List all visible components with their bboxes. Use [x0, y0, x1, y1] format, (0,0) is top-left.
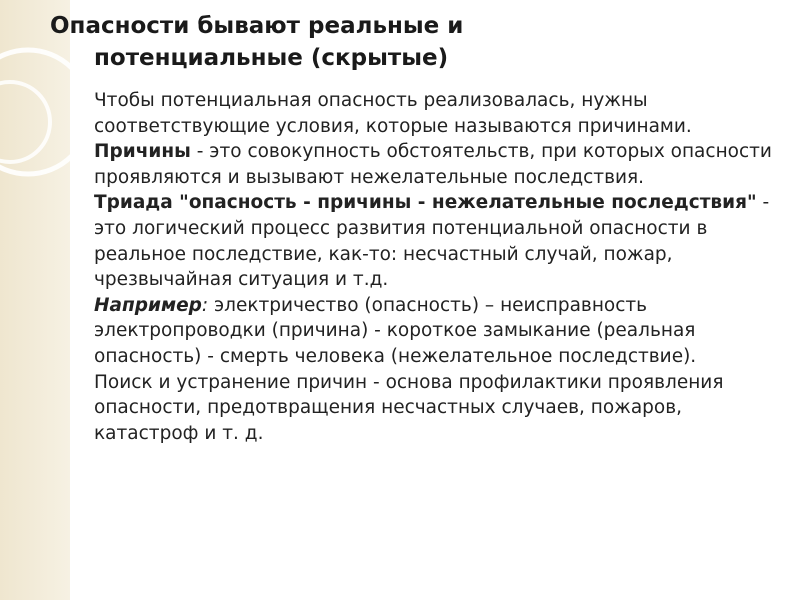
triad-definition: - это логический процесс развития потенциальной опасности в реальное последствие, как-то: несчастный случай, пожар, чрезвычайная ситуация и т.д. — [94, 192, 770, 291]
paragraph-conditions: Чтобы потенциальная опасность реализовалась, нужны соответствующие условия, которые называются причинами. — [94, 90, 692, 137]
paragraph-causes — [94, 139, 774, 190]
term-causes: Причины — [94, 141, 191, 163]
example-text: электричество (опасность) – неисправность электропроводки (причина) - короткое замыкание (реальная опасность) - смерть человека (нежелательное последствие). — [94, 294, 697, 367]
causes-definition: - это совокупность обстоятельств, при которых опасности проявляются и вызывают нежелательные последствия. — [94, 141, 772, 188]
slide-body — [94, 88, 774, 446]
slide-title — [50, 10, 770, 74]
title-line-2: потенциальные (скрытые) — [94, 45, 449, 71]
example-colon: : — [201, 294, 209, 316]
paragraph-prevention: Поиск и устранение причин - основа профилактики проявления опасности, предотвращения несчастных случаев, пожаров, катастроф и т. д. — [94, 371, 724, 444]
term-triad: Триада "опасность - причины - нежелательные последствия" — [94, 192, 757, 214]
paragraph-example — [94, 293, 774, 370]
title-line-1: Опасности бывают реальные и — [50, 13, 464, 39]
paragraph-triad — [94, 190, 774, 292]
term-example: Например — [94, 294, 202, 316]
